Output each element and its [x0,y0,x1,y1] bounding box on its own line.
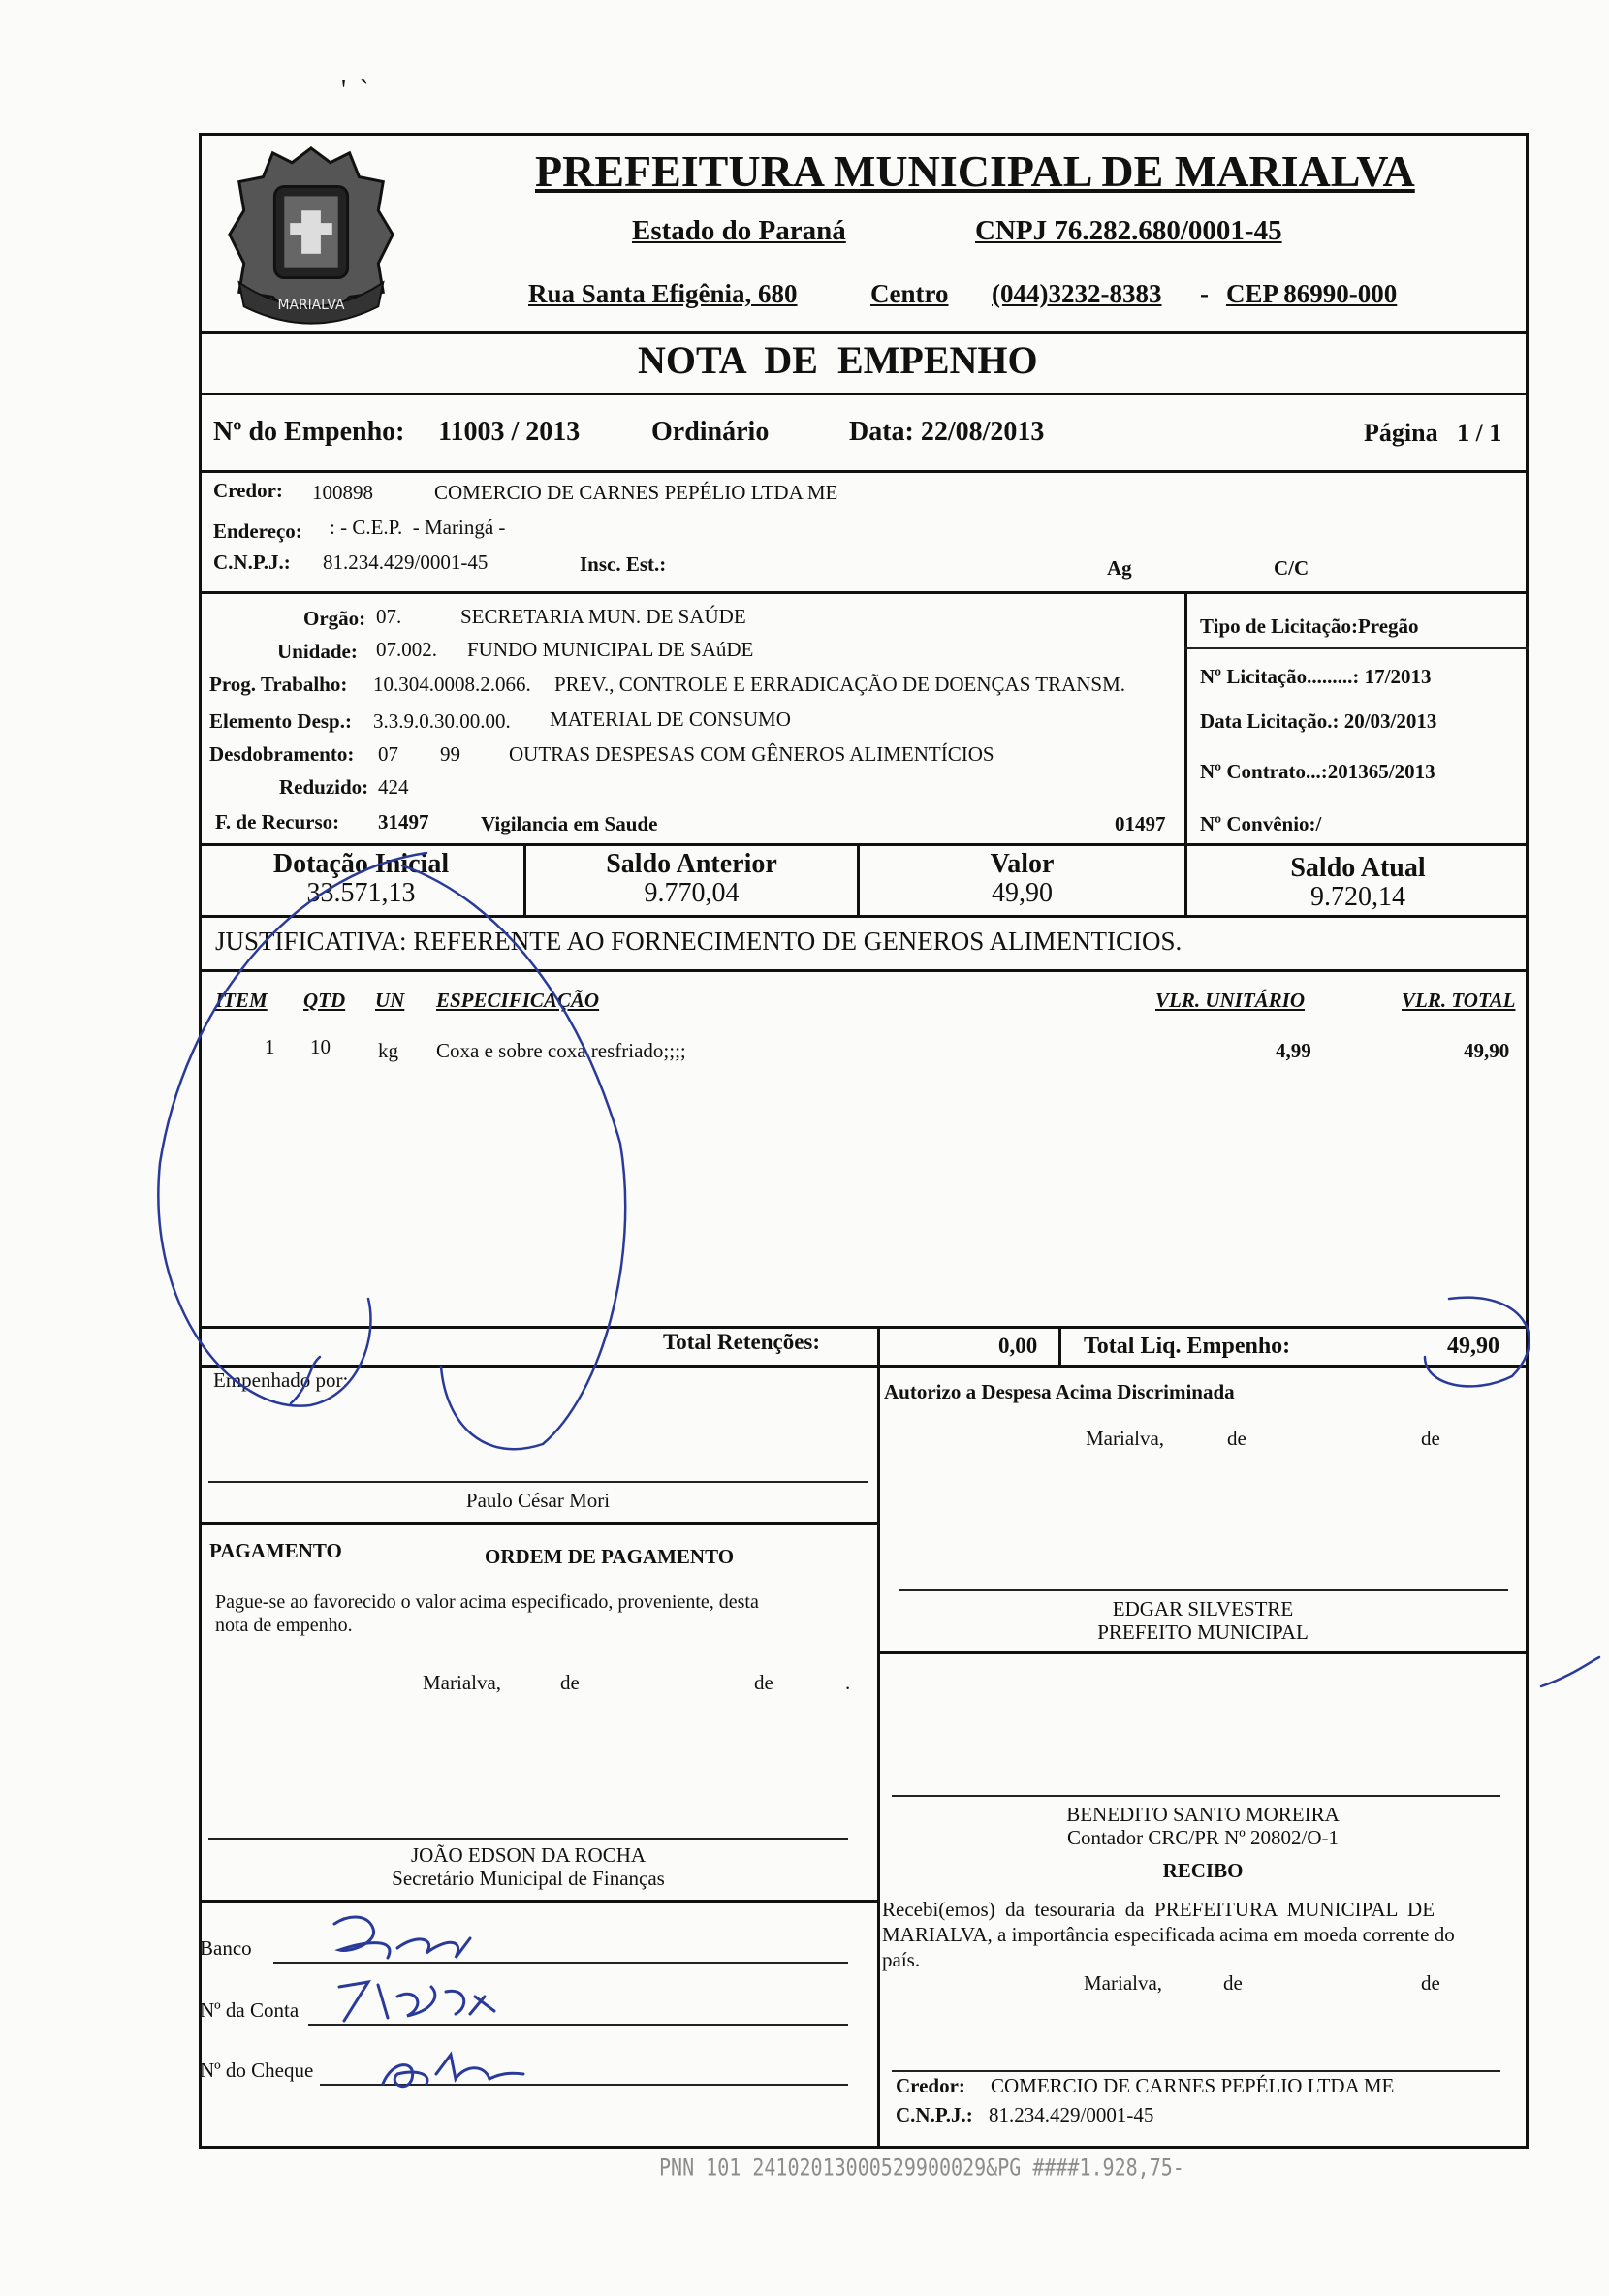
col-item: ITEM [215,989,268,1012]
recibo-cnpj-label: C.N.P.J.: [896,2103,973,2126]
pagamento-local: Marialva, [423,1671,502,1694]
orgao-cod: 07. [376,605,402,628]
row-qtd: 10 [310,1035,331,1058]
justificativa: JUSTIFICATIVA: REFERENTE AO FORNECIMENTO DE GENEROS ALIMENTICIOS. [215,927,1183,956]
cnpj-label: C.N.P.J.: [213,550,291,574]
col-qtd: QTD [303,989,346,1012]
recibo-credor-nome: COMERCIO DE CARNES PEPÉLIO LTDA ME [991,2074,1395,2097]
banco-label: Banco [200,1936,252,1960]
prog-nome: PREV., CONTROLE E ERRADICAÇÃO DE DOENÇAS TRANSM. [554,673,1126,696]
unidade-nome: FUNDO MUNICIPAL DE SAúDE [467,638,754,661]
valor-valor: 49,90 [992,878,1053,908]
recibo-texto1: Recebi(emos) da tesouraria da PREFEITURA MUNICIPAL DE [882,1898,1435,1921]
contador-nome: BENEDITO SANTO MOREIRA [1066,1803,1340,1826]
elem-label: Elemento Desp.: [209,709,352,733]
credor-label: Credor: [213,479,283,502]
empenho-pagina: Página 1 / 1 [1364,419,1502,447]
autorizo-label: Autorizo a Despesa Acima Discriminada [884,1380,1235,1403]
autorizo-de2: de [1421,1427,1440,1450]
header-sep: - [1200,279,1209,308]
empenho-data: Data: 22/08/2013 [849,417,1045,447]
credor-codigo: 100898 [312,481,373,504]
total-retencoes-valor: 0,00 [998,1334,1038,1358]
saldo-atual-valor: 9.720,14 [1310,882,1405,912]
recibo-credor-label: Credor: [896,2074,965,2097]
saldo-atual-label: Saldo Atual [1290,853,1426,883]
col-vlr-unit: VLR. UNITÁRIO [1155,989,1306,1012]
licitacao-tipo: Tipo de Licitação:Pregão [1200,614,1419,638]
valor-label: Valor [990,849,1055,879]
recibo-local: Marialva, [1084,1971,1163,1995]
recibo-title: RECIBO [1162,1859,1244,1882]
red-label: Reduzido: [279,775,369,799]
rec-cod: 31497 [378,810,429,833]
row-un: kg [378,1039,398,1062]
document-title: NOTA DE EMPENHO [638,338,1038,382]
elem-nome: MATERIAL DE CONSUMO [550,708,791,731]
recibo-de1: de [1223,1971,1243,1995]
footer-code: PNN 101 24102013000529900029&PG ####1.928,75- [659,2153,1184,2182]
licitacao-contrato: Nº Contrato...:201365/2013 [1200,760,1435,783]
header-fone: (044)3232-8383 [992,279,1162,308]
header-bairro: Centro [870,279,949,308]
endereco-valor: : - C.E.P. - Maringá - [330,516,506,539]
insc-label: Insc. Est.: [580,552,667,576]
pagamento-texto1: Pague-se ao favorecido o valor acima especificado, proveniente, desta [215,1591,759,1613]
scan-mark: ' ` [341,76,369,106]
municipal-seal-icon [215,138,407,331]
rec-cod2: 01497 [1115,812,1166,835]
orgao-nome: SECRETARIA MUN. DE SAÚDE [460,605,746,628]
cnpj-valor: 81.234.429/0001-45 [323,550,489,574]
empenho-label: Nº do Empenho: [213,417,405,447]
empenho-tipo: Ordinário [651,417,770,447]
pagamento-dot: . [845,1671,851,1694]
col-vlr-total: VLR. TOTAL [1402,989,1516,1012]
conta-label: Nº da Conta [200,1998,300,2022]
secretario-nome: JOÃO EDSON DA ROCHA [410,1843,647,1867]
orgao-label: Orgão: [303,607,366,630]
dotacao-inicial-valor: 33.571,13 [306,878,416,908]
header-title: PREFEITURA MUNICIPAL DE MARIALVA [535,146,1415,196]
saldo-anterior-valor: 9.770,04 [644,878,740,908]
desd-cod1: 07 [378,742,398,766]
col-un: UN [375,989,405,1012]
prefeito-cargo: PREFEITO MUNICIPAL [1097,1620,1309,1644]
rec-nome: Vigilancia em Saude [481,812,658,835]
prefeito-nome: EDGAR SILVESTRE [1112,1597,1294,1620]
total-retencoes-label: Total Retenções: [663,1330,821,1354]
red-cod: 424 [378,775,409,799]
pagamento-de2: de [754,1671,773,1694]
autorizo-de1: de [1227,1427,1246,1450]
recibo-texto3: país. [882,1948,921,1971]
desd-nome: OUTRAS DESPESAS COM GÊNEROS ALIMENTÍCIOS [509,742,994,766]
pagamento-label: PAGAMENTO [209,1539,342,1562]
licitacao-convenio: Nº Convênio:/ [1200,812,1322,835]
total-liq-valor: 49,90 [1447,1334,1499,1359]
col-esp: ESPECIFICAÇÃO [436,989,600,1012]
empenhado-nome: Paulo César Mori [465,1489,611,1512]
elem-cod: 3.3.9.0.30.00.00. [373,709,511,733]
recibo-texto2: MARIALVA, a importância especificada acima em moeda corrente do [882,1923,1455,1946]
empenhado-label: Empenhado por: [213,1368,349,1392]
recibo-cnpj: 81.234.429/0001-45 [989,2103,1154,2126]
ordem-pagamento: ORDEM DE PAGAMENTO [485,1545,735,1568]
recibo-de2: de [1421,1971,1440,1995]
pagamento-texto2: nota de empenho. [215,1615,353,1636]
autorizo-local: Marialva, [1086,1427,1165,1450]
cheque-label: Nº do Cheque [200,2059,314,2082]
dotacao-inicial-label: Dotação Inicial [272,849,450,879]
licitacao-numero: Nº Licitação.........: 17/2013 [1200,665,1432,688]
rec-label: F. de Recurso: [215,810,340,833]
contador-cargo: Contador CRC/PR Nº 20802/O-1 [1066,1826,1340,1849]
empenho-numero: 11003 / 2013 [438,417,581,447]
seal-text: MARIALVA [277,298,345,314]
desd-cod2: 99 [440,742,460,766]
endereco-label: Endereço: [213,519,302,543]
header-estado: Estado do Paraná [632,215,846,246]
row-esp: Coxa e sobre coxa resfriado;;;; [436,1039,686,1062]
secretario-cargo: Secretário Municipal de Finanças [392,1867,665,1890]
ag-label: Ag [1107,556,1132,580]
desd-label: Desdobramento: [209,742,355,766]
header-rua: Rua Santa Efigênia, 680 [528,279,798,308]
header-cnpj: CNPJ 76.282.680/0001-45 [975,215,1282,246]
cc-label: C/C [1274,556,1309,580]
unidade-label: Unidade: [277,640,358,663]
total-liq-label: Total Liq. Empenho: [1084,1334,1291,1359]
header-cep: CEP 86990-000 [1226,279,1398,308]
row-vlr-unit: 4,99 [1276,1039,1311,1062]
row-vlr-total: 49,90 [1464,1039,1510,1062]
unidade-cod: 07.002. [376,638,437,661]
pagamento-de1: de [560,1671,580,1694]
prog-cod: 10.304.0008.2.066. [373,673,531,696]
credor-nome: COMERCIO DE CARNES PEPÉLIO LTDA ME [434,481,838,504]
prog-label: Prog. Trabalho: [209,673,348,696]
saldo-anterior-label: Saldo Anterior [606,849,777,879]
licitacao-data: Data Licitação.: 20/03/2013 [1200,709,1437,733]
row-item: 1 [265,1035,275,1058]
